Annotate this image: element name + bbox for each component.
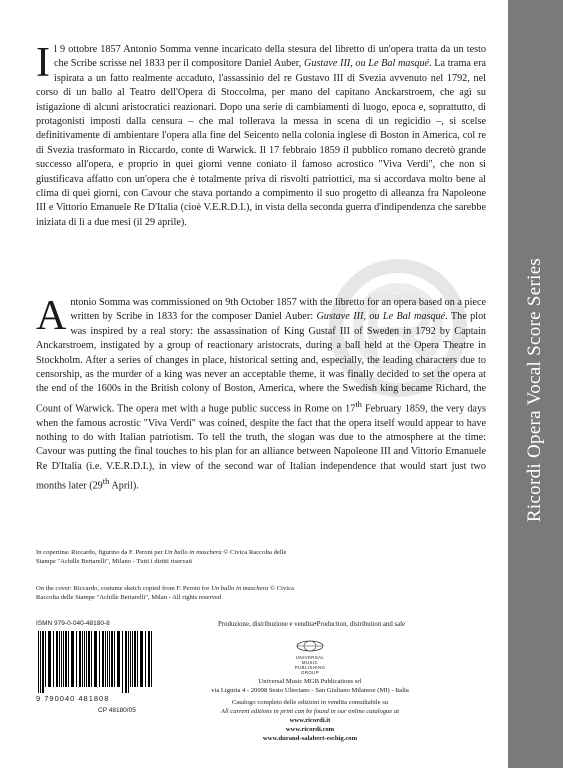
barcode-block bbox=[36, 620, 156, 714]
spine bbox=[508, 0, 563, 768]
italian-text-1: l 9 ottobre 1857 Antonio Somma venne incaricato della stesura del libretto di un'opera tratta da un testo che Scribe scrisse nel 1833 per il compositore Daniel Auber, bbox=[54, 44, 486, 70]
english-text-4: April). bbox=[109, 480, 139, 492]
english-sup-1: th bbox=[355, 398, 362, 409]
catalog-italian: Catalogo completo delle edizioni in vendita consultabile su bbox=[231, 699, 389, 706]
logo-line-3: GROUP bbox=[300, 670, 320, 675]
ismn-label: ISMN 979-0-040-48180-8 bbox=[36, 620, 110, 627]
url-ricordi-com[interactable]: www.ricordi.com bbox=[285, 726, 335, 733]
universal-music-logo bbox=[290, 640, 330, 675]
english-sup-2: th bbox=[102, 476, 110, 487]
english-paragraph bbox=[36, 293, 486, 494]
cover-credit-english bbox=[36, 584, 296, 602]
logo-line-1: UNIVERSAL bbox=[295, 655, 325, 660]
credit-en-text-b: © Civica Raccolta delle Stampe "Achille Bertarelli", Milan - All rights reserved bbox=[36, 585, 294, 601]
publisher-block bbox=[190, 640, 430, 743]
barcode-number: 9 790040 481808 bbox=[36, 694, 110, 703]
credit-it-title: Un ballo in maschera bbox=[164, 549, 222, 556]
catalog-english: All current editions in print can be found in our online catalogue at bbox=[220, 708, 400, 715]
logo-line-2: MUSIC PUBLISHING bbox=[294, 660, 326, 670]
italian-text-2: . La trama era ispirata a un fatto realmente accaduto, l'assassinio del re Gustavo III di Svezia avvenuto nel 1792, nel corso di un ballo al Teatro dell'Opera di Stoccolma, per mano del capitano Anckarstroem, che agì su istigazione di alcuni aristocratici reazionari. Dopo una serie di cambiamenti di luogo, epoca e, soprattutto, di protagonisti imposti dalla censura – che mal tollerava la messa in scena di un regicidio –, si scelse definitivamente di ambientare l'opera alla fine del Seicento nella colonia inglese di Boston in America, col re di Svezia trasformato in Riccardo, conte di Warwick. Il 17 febbraio 1859 il pubblico romano decretò grande successo all'opera, e proprio in quei giorni venne coniato il famoso acrostico "Viva Verdi", che non si giustificava affatto con un'opera che è totalmente priva di risvolti patriottici, ma si accordava molto bene al clima di quei giorni, con Cavour che stava portando a compimento il suo progetto di alleanza fra Napoleone III e Vittorio Emanuele Re D'Italia (cioè V.E.R.D.I.), in vista della seconda guerra d'indipendenza che sarebbe iniziata di lì a due mesi (il 29 aprile). bbox=[36, 58, 486, 228]
series-title: Ricordi Opera Vocal Score Series bbox=[524, 257, 545, 523]
catalog-number: CP 48180/05 bbox=[98, 707, 136, 714]
english-dropcap: A bbox=[36, 293, 67, 339]
globe-icon bbox=[295, 640, 325, 652]
credit-en-title: Un ballo in maschera bbox=[211, 585, 269, 592]
barcode-image bbox=[36, 631, 154, 693]
credit-it-text-a: In copertina: Riccardo, figurino da F. Peroni per bbox=[36, 549, 165, 556]
cover-credit-italian bbox=[36, 548, 296, 566]
english-text-2: . The plot was inspired by a real story: the assassination of King Gustaf III of Sweden in 1792 by Captain Anckarstroem, instigated by a group of reactionary aristocrats, during a ball held at the Opera Theatre in Stockholm. After a series of changes in place, historical setting and, especially, the leading characters due to censorship, as the murder of a king was never an acceptable theme, it was finally decided to set the opera at the end of the 1600s in the British colony of Boston, America, where the Swedish king became Richard, the Count of Warwick. The opera met with a huge public success in Rome on 17 bbox=[36, 311, 486, 415]
url-durand[interactable]: www.durand-salabert-eschig.com bbox=[262, 735, 358, 742]
english-text-1: ntonio Somma was commissioned on 9th October 1857 with the libretto for an opera based on a piece written by Scribe in 1833 for the composer Daniel Auber: bbox=[70, 297, 486, 323]
italian-opera-title: Gustave III, ou Le Bal masqué bbox=[304, 58, 430, 70]
publisher-name: Universal Music MGB Publications srl bbox=[258, 678, 362, 685]
publisher-address: via Liguria 4 - 20098 Sesto Ulteriano - San Giuliano Milanese (MI) - Italia bbox=[211, 687, 409, 694]
production-line: Produzione, distribuzione e vendita•Production, distribution and sale bbox=[218, 621, 405, 628]
italian-dropcap: I bbox=[36, 40, 50, 86]
english-opera-title: Gustave III, ou Le Bal masqué bbox=[316, 311, 446, 323]
italian-paragraph bbox=[36, 40, 486, 230]
credit-en-text-a: On the cover: Riccardo, costume sketch copied from F. Peroni for bbox=[36, 585, 212, 592]
credit-it-text-b: © Civica Raccolta delle Stampe "Achille Bertarelli", Milano - Tutti i diritti riservati bbox=[36, 549, 287, 565]
english-text-3: February 1859, the very days when the famous acrostic "Viva Verdi" was coined, despite the fact that the opera itself would appear to have nothing to do with Italian patriotism. To tell the truth, the slogan was due to the atmosphere at the time: Cavour was putting the final touches to his plan for an alliance between Napoleone III and Vittorio Emanuele Re D'Italia (i.e. V.E.R.D.I.), in view of the second war of Italian independence that would start just two months later (29 bbox=[36, 403, 486, 492]
url-ricordi-it[interactable]: www.ricordi.it bbox=[289, 717, 331, 724]
